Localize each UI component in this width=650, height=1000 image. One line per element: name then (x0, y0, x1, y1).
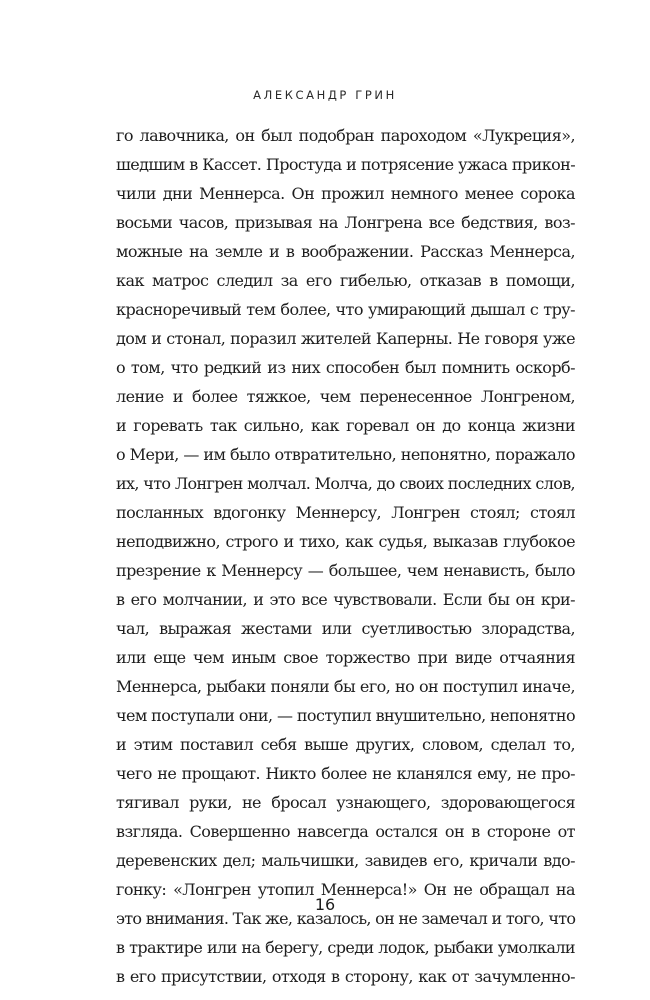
text-line: посланных вдогонку Меннерсу, Лонгрен стоял; стоял (116, 503, 575, 522)
text-line: чили дни Меннерса. Он прожил немного менее сорока (116, 184, 575, 203)
text-line: ление и более тяжкое, чем перенесенное Лонгреном, (116, 387, 575, 406)
text-line: как матрос следил за его гибелью, отказав в помощи, (116, 271, 575, 290)
text-line: красноречивый тем более, что умирающий дышал с тру- (116, 300, 575, 319)
text-line: неподвижно, строго и тихо, как судья, выказав глубокое (116, 532, 575, 551)
text-line: в его молчании, и это все чувствовали. Если бы он кри- (116, 590, 575, 609)
text-line: дом и стонал, поразил жителей Каперны. Не говоря уже (116, 329, 575, 348)
text-line: чем поступали они, — поступил внушительно, непонятно (116, 706, 575, 725)
text-line: их, что Лонгрен молчал. Молча, до своих последних слов, (116, 474, 575, 493)
text-line: можные на земле и в воображении. Рассказ Меннерса, (116, 242, 575, 261)
text-line: восьми часов, призывая на Лонгрена все бедствия, воз- (116, 213, 575, 232)
text-line: и этим поставил себя выше других, словом, сделал то, (116, 735, 575, 754)
text-line: и горевать так сильно, как горевал он до конца жизни (116, 416, 575, 435)
text-line: чего не прощают. Никто более не кланялся ему, не про- (116, 764, 575, 783)
text-line: шедшим в Кассет. Простуда и потрясение ужаса прикон- (116, 155, 575, 174)
text-line: или еще чем иным свое торжество при виде отчаяния (116, 648, 575, 667)
text-line: го лавочника, он был подобран пароходом «Лукреция», (116, 126, 575, 145)
text-line: чал, выражая жестами или суетливостью злорадства, (116, 619, 575, 638)
text-line: о том, что редкий из них способен был помнить оскорб- (116, 358, 575, 377)
running-head-author: АЛЕКСАНДР ГРИН (253, 88, 397, 102)
text-line: это внимания. Так же, казалось, он не замечал и того, что (116, 909, 576, 928)
text-line: презрение к Меннерсу — большее, чем ненависть, было (116, 561, 575, 580)
page-number: 16 (314, 895, 336, 914)
text-line: тягивал руки, не бросал узнающего, здоровающегося (116, 793, 575, 812)
text-line: в его присутствии, отходя в сторону, как от зачумленно- (116, 967, 575, 986)
text-line: гонку: «Лонгрен утопил Меннерса!» Он не обращал на (116, 880, 575, 899)
text-line: взгляда. Совершенно навсегда остался он в стороне от (116, 822, 575, 841)
text-line: Меннерса, рыбаки поняли бы его, но он поступил иначе, (116, 677, 575, 696)
text-line: о Мери, — им было отвратительно, непонятно, поражало (116, 445, 575, 464)
body-text (116, 121, 575, 991)
text-line: в трактире или на берегу, среди лодок, рыбаки умолкали (116, 938, 575, 957)
text-line: деревенских дел; мальчишки, завидев его, кричали вдо- (116, 851, 575, 870)
